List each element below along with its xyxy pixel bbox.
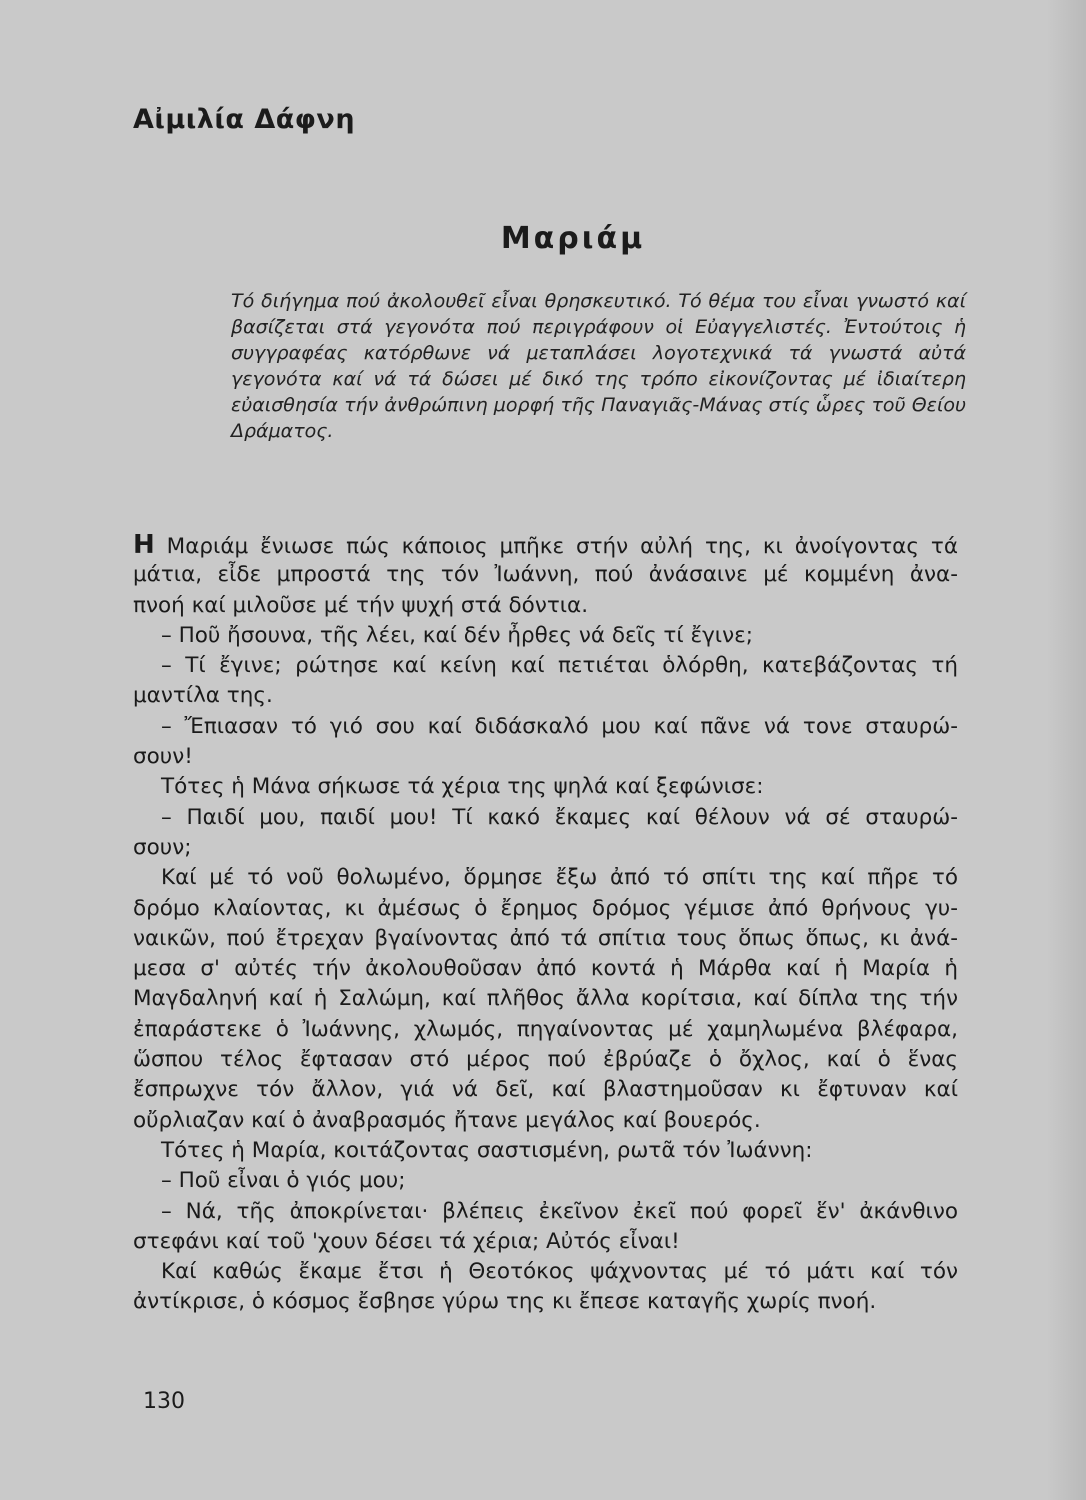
body-line: Καί μέ τό νοῦ θολωμένο, ὅρμησε ἔξω ἀπό τό σπίτι της καί πῆρε τό bbox=[161, 865, 958, 891]
intro-paragraph: Τό διήγημα πού ἀκολουθεῖ εἶναι θρησκευτικό. Τό θέμα του εἶναι γνωστό καί βασίζεται στά γεγονότα πού περιγράφουν οἱ Εὐαγγελιστές. Ἐντούτοις ἡ συγγραφέας κατόρθωνε νά μεταπλάσει λογοτεχνικά τά γνωστά αὐτά γεγονότα καί νά τά δώσει μέ δικό της τρόπο εἰκονίζοντας μέ ἰδιαίτερη εὐαισθησία τήν ἀνθρώπινη μορφή τῆς Παναγιᾶς-Μάνας στίς ὧρες τοῦ Θείου Δράματος. bbox=[231, 290, 966, 442]
drop-letter: Η bbox=[133, 530, 155, 560]
body-line: – Νά, τῆς ἀποκρίνεται· βλέπεις ἐκεῖνον ἐκεῖ πού φορεῖ ἕν' ἀκάνθινο bbox=[161, 1198, 958, 1224]
body-line: Τότες ἡ Μαρία, κοιτάζοντας σαστισμένη, ρωτᾶ τόν Ἰωάννη: bbox=[161, 1137, 813, 1163]
body-line: – Ἔπιασαν τό γιό σου καί διδάσκαλό μου καί πᾶνε νά τονε σταυρώ- bbox=[161, 713, 958, 739]
body-line: Τότες ἡ Μάνα σήκωσε τά χέρια της ψηλά καί ξεφώνισε: bbox=[161, 774, 764, 800]
body-line: ἀντίκρισε, ὁ κόσμος ἔσβησε γύρω της κι ἔπεσε καταγῆς χωρίς πνοή. bbox=[133, 1289, 877, 1315]
body-line: μεσα σ' αὐτές τήν ἀκολουθοῦσαν ἀπό κοντά ἡ Μάρθα καί ἡ Μαρία ἡ bbox=[133, 956, 958, 982]
body-line: ἐπαράστεκε ὁ Ἰωάννης, χλωμός, πηγαίνοντας μέ χαμηλωμένα βλέφαρα, bbox=[133, 1016, 958, 1042]
body-line: σουν; bbox=[133, 834, 192, 860]
body-line: – Ποῦ ἤσουνα, τῆς λέει, καί δέν ἦρθες νά δεῖς τί ἔγινε; bbox=[161, 622, 753, 648]
body-line: δρόμο κλαίοντας, κι ἀμέσως ὁ ἔρημος δρόμος γέμισε ἀπό θρήνους γυ- bbox=[133, 895, 958, 921]
body-line: ὥσπου τέλος ἔφτασαν στό μέρος πού ἐβρύαζε ὁ ὄχλος, καί ὁ ἕνας bbox=[133, 1047, 958, 1073]
story-title: Μαριάμ bbox=[500, 221, 646, 256]
body-line: σουν! bbox=[133, 744, 193, 770]
body-line: Η Μαριάμ ἔνιωσε πώς κάποιος μπῆκε στήν αὐλή της, κι ἀνοίγοντας τά bbox=[133, 530, 958, 560]
body-line: οὔρλιαζαν καί ὁ ἀναβρασμός ἤτανε μεγάλος καί βουερός. bbox=[133, 1107, 761, 1133]
body-line: μαντίλα της. bbox=[133, 683, 273, 709]
author-name: Αἰμιλία Δάφνη bbox=[133, 104, 356, 135]
story-body bbox=[133, 530, 958, 1318]
body-line: – Ποῦ εἶναι ὁ γιός μου; bbox=[161, 1168, 406, 1194]
body-line: στεφάνι καί τοῦ 'χουν δέσει τά χέρια; Αὐτός εἶναι! bbox=[133, 1228, 680, 1254]
body-line: ἔσπρωχνε τόν ἄλλον, γιά νά δεῖ, καί βλαστημοῦσαν κι ἔφτυναν καί bbox=[133, 1077, 958, 1103]
body-line: – Παιδί μου, παιδί μου! Τί κακό ἔκαμες καί θέλουν νά σέ σταυρώ- bbox=[161, 804, 958, 830]
body-line: – Τί ἔγινε; ρώτησε καί κείνη καί πετιέται ὁλόρθη, κατεβάζοντας τή bbox=[161, 653, 958, 679]
body-line: ναικῶν, πού ἔτρεχαν βγαίνοντας ἀπό τά σπίτια τους ὅπως ὅπως, κι ἀνά- bbox=[133, 925, 958, 951]
body-line: Μαγδαληνή καί ἡ Σαλώμη, καί πλῆθος ἄλλα κορίτσια, καί δίπλα της τήν bbox=[133, 986, 958, 1012]
body-line: Καί καθώς ἔκαμε ἔτσι ἡ Θεοτόκος ψάχνοντας μέ τό μάτι καί τόν bbox=[161, 1259, 958, 1285]
page-number: 130 bbox=[143, 1389, 185, 1414]
body-line: μάτια, εἶδε μπροστά της τόν Ἰωάννη, πού ἀνάσαινε μέ κομμένη ἀνα- bbox=[133, 562, 958, 588]
body-line: πνοή καί μιλοῦσε μέ τήν ψυχή στά δόντια. bbox=[133, 592, 589, 618]
